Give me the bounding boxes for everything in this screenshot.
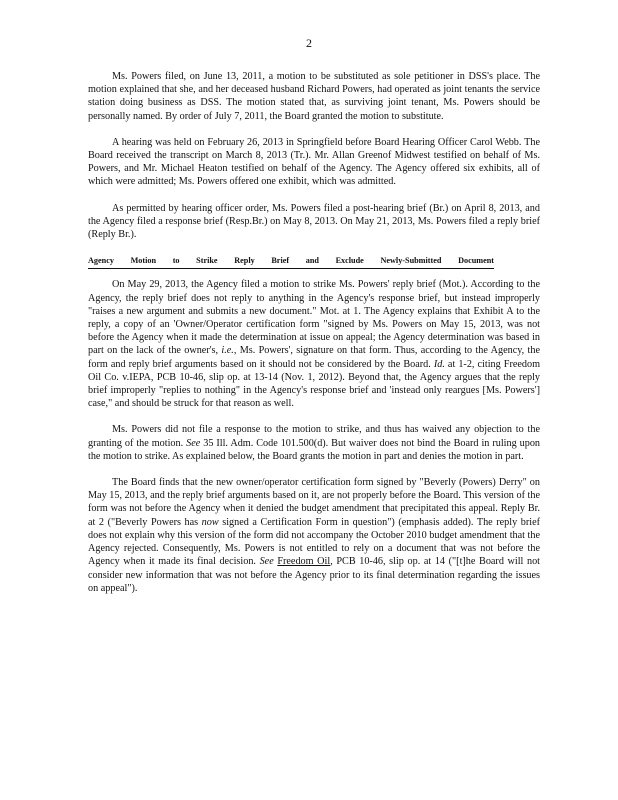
document-body <box>88 70 540 608</box>
page-number: 2 <box>306 36 312 50</box>
waiver-paragraph <box>88 423 540 463</box>
motion-text-a: On May 29, 2013, the Agency filed a motion to strike Ms. Powers' reply brief (Mot.). According to the Agency, the reply brief does not reply to anything in the Agency's response brief, but instead improperly "raises a new argument and submits a new document." Mot. at 1. The Agency explains that Exhibit A to the reply, a copy of an 'Owner/Operator certification form "signed by Ms. Powers on May 15, 2013, was not before the Agency when it made the determination at issue on appeal; the Agency determination was based in part on the lack of the owner's, <box>88 279 540 357</box>
motion-paragraph <box>88 278 540 410</box>
motion-text-id: Id. <box>433 358 445 370</box>
finding-paragraph <box>88 476 540 595</box>
finding-text-a: The Board finds that the new owner/operator certification form signed by "Beverly (Powers) Derry" on May 15, 2013, and the reply brief arguments based on it, are not properly before the Board. This version of the form was not before the Agency when it denied the budget amendment that precipitated this appeal. Reply Br. at 2 ("Beverly Powers has <box>88 477 540 528</box>
finding-text-now: now <box>201 516 219 528</box>
waiver-text-see: See <box>186 437 201 449</box>
briefs-paragraph: As permitted by hearing officer order, Ms. Powers filed a post-hearing brief (Br.) on April 8, 2013, and the Agency filed a response brief (Resp.Br.) on May 8, 2013. On May 21, 2013, Ms. Powers filed a reply brief (Reply Br.). <box>88 202 540 241</box>
motion-text-c: , Ms. Powers', signature on that form. Thus, according to the Agency, the form and reply brief arguments based on it should not be considered by the Board. <box>88 345 540 370</box>
waiver-text-a: Ms. Powers did not file a response to the motion to strike, and thus has waived any objection to the granting of the motion. <box>88 424 540 449</box>
case-citation: Freedom Oil <box>277 556 331 568</box>
finding-text-g: , PCB 10-46, slip op. at 14 ("[t]he Board will not consider new information that was not before the Agency prior to its final determination regarding the issues on appeal"). <box>88 556 541 594</box>
finding-text-see: See <box>259 556 274 568</box>
finding-text-c: signed a Certification Form in question") (emphasis added). The reply brief does not explain why this version of the form did not accompany the October 2010 budget amendment that the Agency rejected. Consequently, Ms. Powers is not entitled to rely on a document that was not before the Agency when it made its final decision. <box>88 516 540 568</box>
waiver-text-c: 35 Ill. Adm. Code 101.500(d). But waiver does not bind the Board in ruling upon the motion to strike. As explained below, the Board grants the motion in part and denies the motion in part. <box>88 437 541 462</box>
section-heading: Agency Motion to Strike Reply Brief and Exclude Newly-Submitted Document <box>88 254 494 269</box>
motion-text-e: at 1-2, citing Freedom Oil Co. v.IEPA, PCB 10-46, slip op. at 13-14 (Nov. 1, 2012). Beyond that, the Agency argues that the reply brief improperly "replies to nothing" in the Agency's response brief and 'instead only reargues [Ms. Powers'] case," and should be struck for that reason as well. <box>88 358 540 410</box>
motion-text-ie: i.e. <box>221 345 234 357</box>
hearing-paragraph: A hearing was held on February 26, 2013 in Springfield before Board Hearing Officer Carol Webb. The Board received the transcript on March 8, 2013 (Tr.). Mr. Allan Greenof Midwest testified on behalf of Ms. Powers, and Mr. Michael Heaton testified on behalf of the Agency. The Agency offered six exhibits, all of which were admitted; Ms. Powers offered one exhibit, which was admitted. <box>88 136 540 188</box>
substitution-paragraph: Ms. Powers filed, on June 13, 2011, a motion to be substituted as sole petitioner in DSS's place. The motion explained that she, and her deceased husband Richard Powers, had operated as joint tenants the service station doing business as DSS. The motion stated that, as surviving joint tenant, Ms. Powers should be personally named. By order of July 7, 2011, the Board granted the motion to substitute. <box>88 71 540 122</box>
